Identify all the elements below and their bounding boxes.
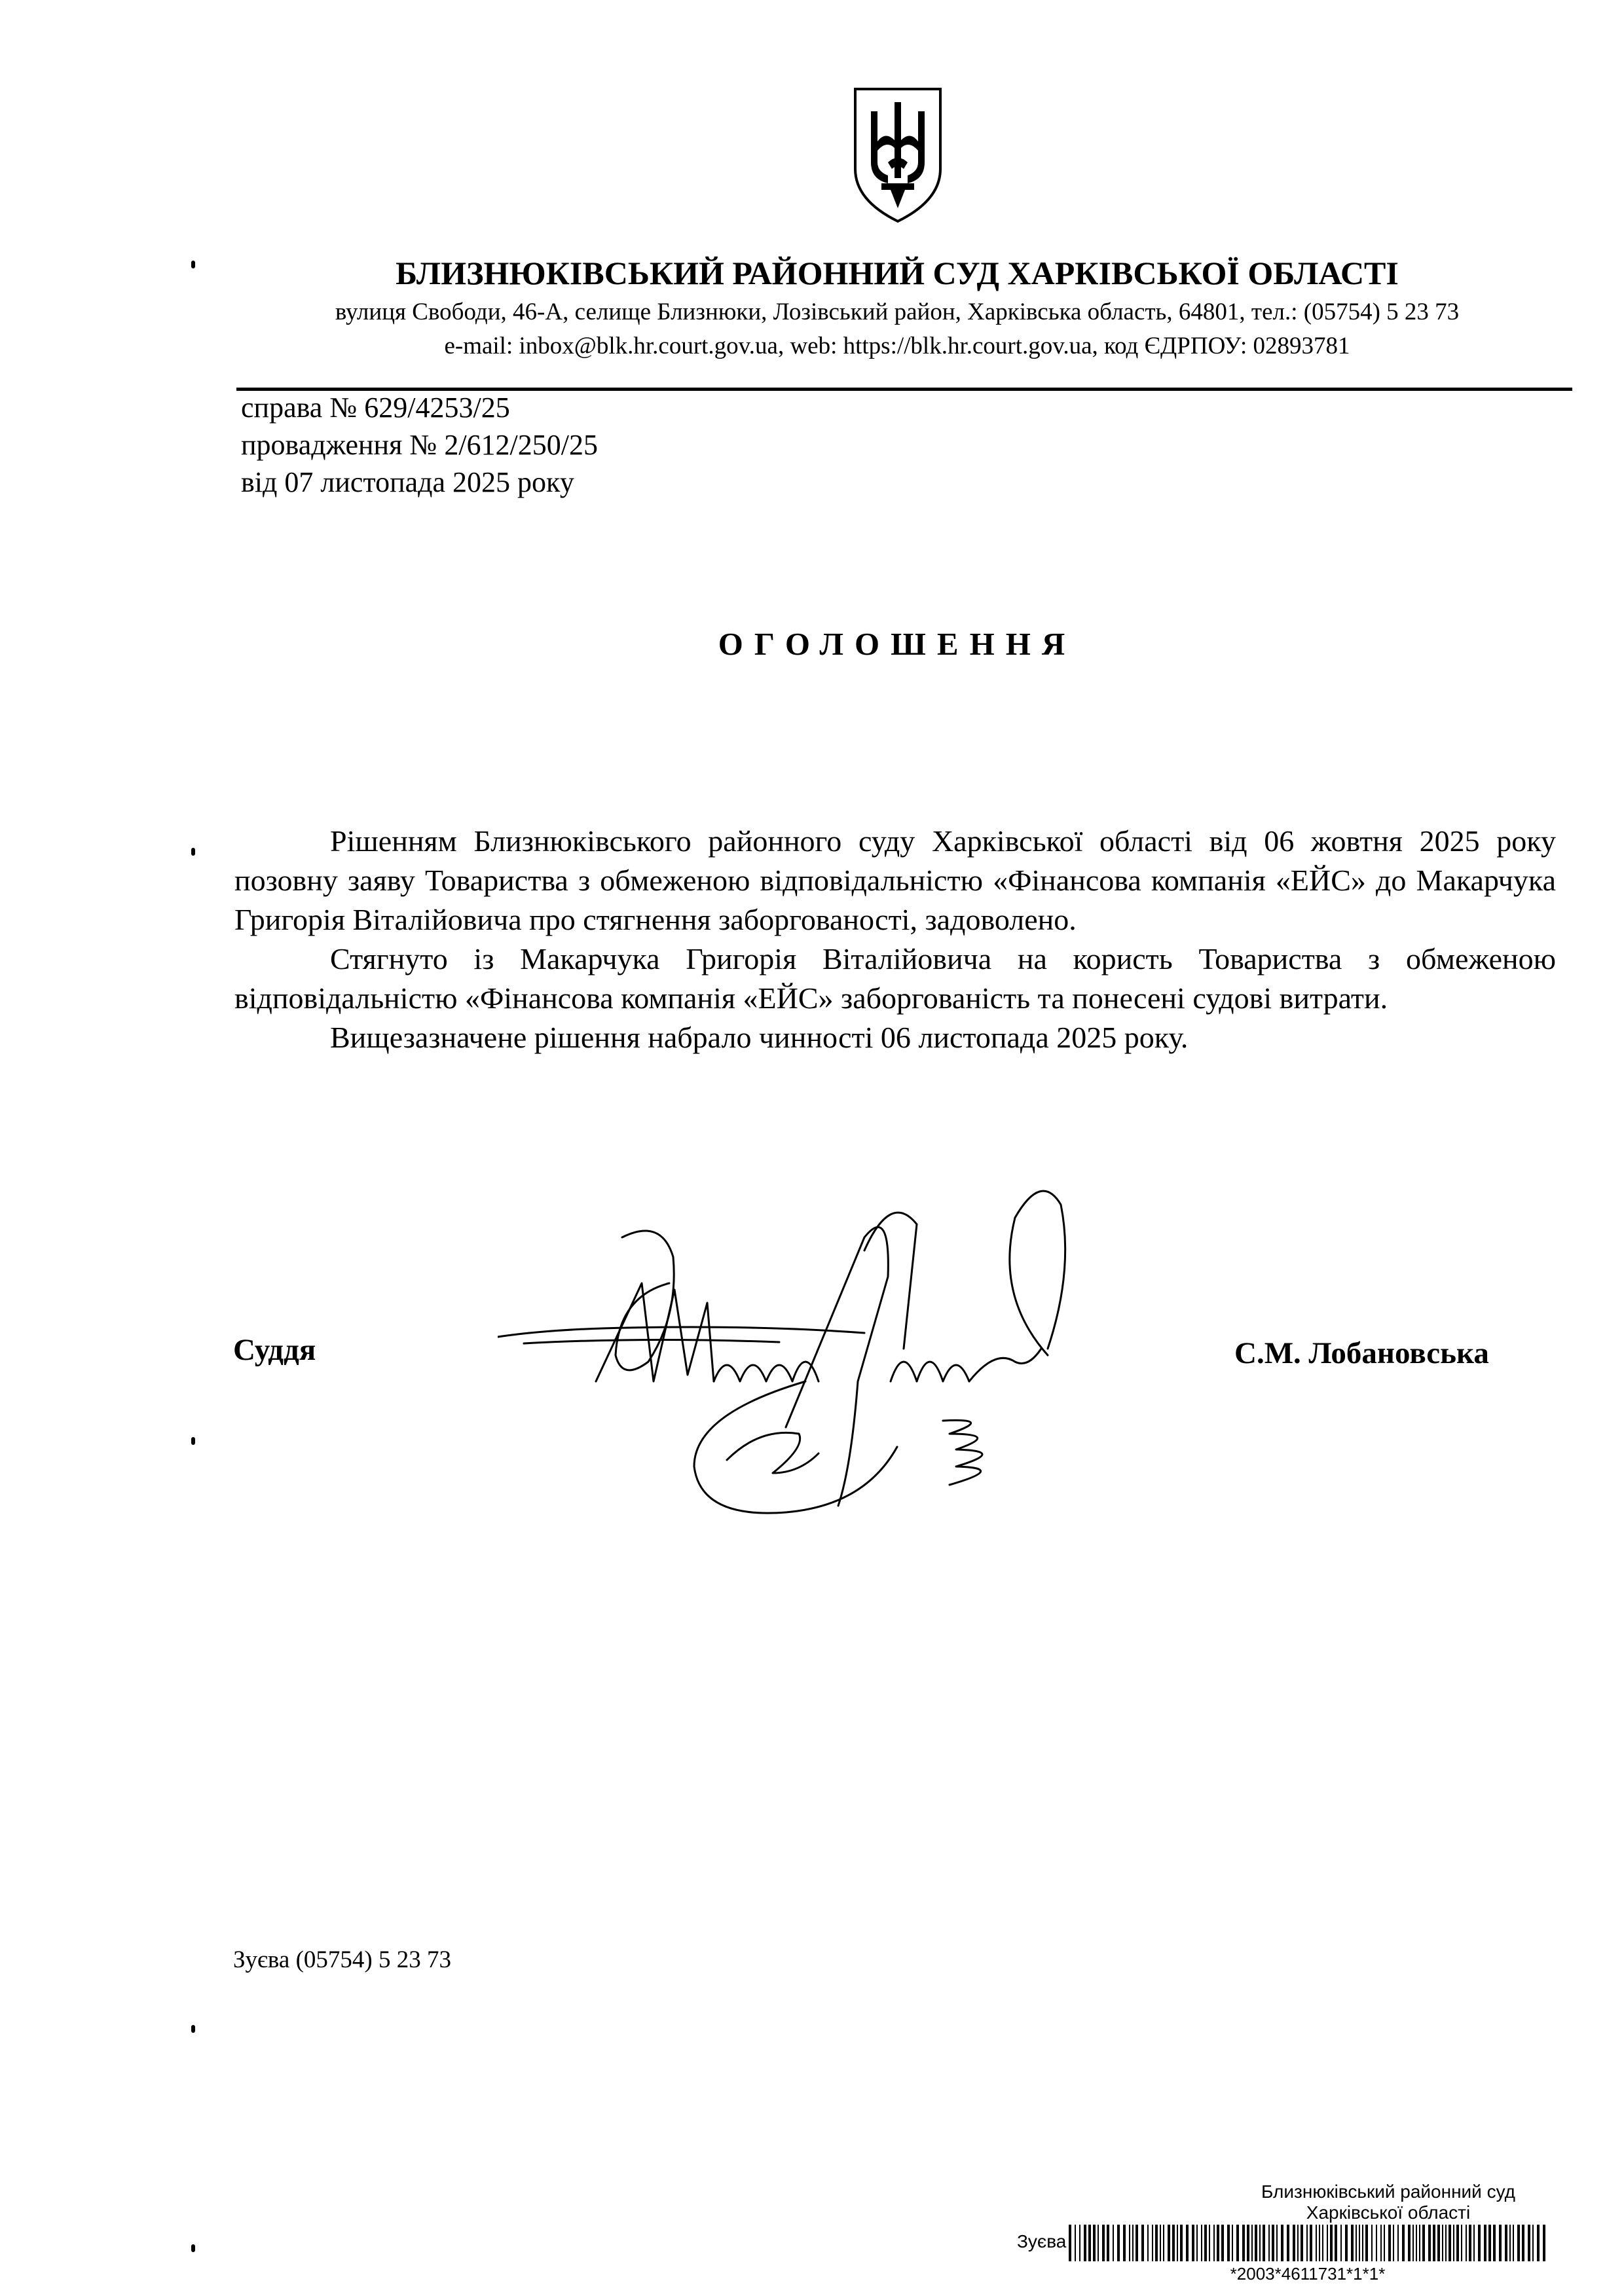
barcode-bar — [1276, 2225, 1278, 2261]
barcode-bar — [1330, 2225, 1333, 2261]
barcode-bar — [1456, 2225, 1459, 2261]
barcode-bar — [1168, 2225, 1170, 2261]
barcode-bar — [1513, 2225, 1514, 2261]
case-number: справа № 629/4253/25 — [241, 392, 510, 424]
barcode-bar — [1196, 2225, 1198, 2261]
barcode-bar — [1412, 2225, 1414, 2261]
barcode-bar — [1088, 2225, 1091, 2261]
paragraph: Рішенням Близнюківського районного суду Харківської області від 06 жовтня 2025 року позовну заяву Товариства з обмеженою відповідальністю «Фінансова компанія «ЕЙС» до Макарчука Григорія Віталійовича про стягнення заборгованості, задоволено. — [234, 824, 1556, 936]
barcode-bar — [1397, 2225, 1399, 2261]
scan-mark — [191, 261, 195, 268]
handwritten-signature — [498, 1165, 1126, 1532]
stamp-org-line1: Близнюківський районний суд — [1261, 2181, 1516, 2202]
barcode-bar — [1384, 2225, 1385, 2261]
barcode-bar — [1301, 2225, 1303, 2261]
barcode-bar — [1242, 2225, 1245, 2261]
barcode-bar — [1365, 2225, 1368, 2261]
barcode-bar — [1371, 2225, 1373, 2261]
barcode-bar — [1319, 2225, 1320, 2261]
barcode-bar — [1445, 2225, 1447, 2261]
barcode-bar — [1393, 2225, 1394, 2261]
barcode-bar — [1209, 2225, 1210, 2261]
barcode-bar — [1113, 2225, 1114, 2261]
barcode-bar — [1213, 2225, 1215, 2261]
barcode-bar — [1123, 2225, 1126, 2261]
barcode-bar — [1408, 2225, 1411, 2261]
barcode-bar — [1163, 2225, 1164, 2261]
barcode-bar — [1132, 2225, 1134, 2261]
barcode-bar — [1376, 2225, 1377, 2261]
barcode-bar — [1075, 2225, 1076, 2261]
barcode-bar — [1351, 2225, 1354, 2261]
barcode-bar — [1084, 2225, 1086, 2261]
barcode-bar — [1388, 2225, 1391, 2261]
barcode-number: *2003*4611731*1*1* — [1230, 2264, 1386, 2284]
barcode-bar — [1453, 2225, 1454, 2261]
document-date: від 07 листопада 2025 року — [241, 466, 574, 498]
barcode-bar — [1160, 2225, 1161, 2261]
barcode-bar — [1147, 2225, 1149, 2261]
barcode-bar — [1217, 2225, 1219, 2261]
barcode-bar — [1416, 2225, 1417, 2261]
barcode-bar — [1093, 2225, 1096, 2261]
court-name: БЛИЗНЮКІВСЬКИЙ РАЙОННИЙ СУД ХАРКІВСЬКОЇ ОБЛАСТІ — [396, 255, 1399, 291]
scan-mark — [191, 2025, 195, 2033]
proceeding-number: провадження № 2/612/250/25 — [241, 429, 598, 461]
barcode-bar — [1172, 2225, 1175, 2261]
barcode-bar — [1281, 2225, 1283, 2261]
scan-mark — [191, 2244, 195, 2252]
barcode-bar — [1437, 2225, 1440, 2261]
barcode-bar — [1466, 2225, 1467, 2261]
barcode-bar — [1310, 2225, 1312, 2261]
document-heading: ОГОЛОШЕННЯ — [718, 626, 1077, 662]
court-address: вулиця Свободи, 46-А, селище Близнюки, Лозівський район, Харківська область, 64801, тел.: (05754) 5 23 73 — [335, 299, 1460, 325]
barcode-bar — [1251, 2225, 1253, 2261]
barcode-bar — [1204, 2225, 1207, 2261]
barcode-bar — [1102, 2225, 1105, 2261]
barcode-bar — [1129, 2225, 1130, 2261]
stamp-executor: Зуєва — [1017, 2231, 1067, 2251]
paragraph: Стягнуто із Макарчука Григорія Віталійовича на користь Товариства з обмеженою відповідальністю «Фінансова компанія «ЕЙС» заборгованість та понесені судові витрати. — [234, 942, 1556, 1015]
barcode-bar — [1255, 2225, 1257, 2261]
barcode-bar — [1272, 2225, 1274, 2261]
barcode-bar — [1433, 2225, 1435, 2261]
barcode-bar — [1517, 2225, 1520, 2261]
barcode-bar — [1259, 2225, 1261, 2261]
barcode-bar — [1287, 2225, 1289, 2261]
barcode-bar — [1532, 2225, 1534, 2261]
registration-stamp-org — [1061, 2181, 1624, 2223]
barcode-bar — [1499, 2225, 1502, 2261]
barcode-bar — [1268, 2225, 1270, 2261]
stamp-org-line2: Харківської області — [1306, 2202, 1471, 2223]
barcode-bar — [1478, 2225, 1481, 2261]
barcode-bar — [1380, 2225, 1382, 2261]
barcode-bar — [1227, 2225, 1230, 2261]
barcode-bar — [1232, 2225, 1233, 2261]
barcode-bar — [1327, 2225, 1328, 2261]
barcode-bar — [1419, 2225, 1420, 2261]
barcode-bar — [1449, 2225, 1451, 2261]
barcode-bar — [1493, 2225, 1496, 2261]
barcode-bar — [1340, 2225, 1342, 2261]
barcode-bar — [1155, 2225, 1158, 2261]
barcode-bar — [1263, 2225, 1265, 2261]
barcode-bar — [1180, 2225, 1183, 2261]
barcode-bar — [1422, 2225, 1425, 2261]
barcode-bar — [1107, 2225, 1109, 2261]
barcode-bar — [1362, 2225, 1363, 2261]
barcode — [1069, 2225, 1547, 2261]
barcode-bar — [1345, 2225, 1348, 2261]
barcode-bar — [1528, 2225, 1530, 2261]
barcode-bar — [1442, 2225, 1443, 2261]
signer-title: Суддя — [233, 1333, 316, 1367]
barcode-bar — [1509, 2225, 1511, 2261]
barcode-bar — [1221, 2225, 1224, 2261]
barcode-bar — [1484, 2225, 1486, 2261]
barcode-bar — [1359, 2225, 1360, 2261]
coat-of-arms-icon — [851, 85, 944, 225]
barcode-bar — [1428, 2225, 1431, 2261]
barcode-bar — [1236, 2225, 1239, 2261]
barcode-bar — [1461, 2225, 1462, 2261]
announcement-body — [234, 822, 1556, 1057]
barcode-bar — [1152, 2225, 1153, 2261]
barcode-bar — [1201, 2225, 1202, 2261]
barcode-bar — [1247, 2225, 1249, 2261]
paragraph: Вищезазначене рішення набрало чинності 06 листопада 2025 року. — [330, 1021, 1189, 1054]
barcode-bar — [1186, 2225, 1189, 2261]
barcode-bar — [1522, 2225, 1524, 2261]
barcode-bar — [1192, 2225, 1194, 2261]
signer-name: С.М. Лобановська — [1234, 1336, 1489, 1370]
barcode-bar — [1335, 2225, 1337, 2261]
barcode-bar — [1293, 2225, 1295, 2261]
barcode-bar — [1402, 2225, 1405, 2261]
barcode-bar — [1543, 2225, 1545, 2261]
scan-mark — [191, 848, 195, 856]
barcode-bar — [1177, 2225, 1178, 2261]
executor-contact: Зуєва (05754) 5 23 73 — [233, 1946, 451, 1973]
barcode-bar — [1473, 2225, 1475, 2261]
barcode-bar — [1141, 2225, 1144, 2261]
barcode-bar — [1505, 2225, 1507, 2261]
barcode-bar — [1135, 2225, 1138, 2261]
barcode-bar — [1316, 2225, 1317, 2261]
barcode-bar — [1306, 2225, 1308, 2261]
court-contacts: e-mail: inbox@blk.hr.court.gov.ua, web: https://blk.hr.court.gov.ua, код ЄДРПОУ: 02893781 — [444, 333, 1350, 359]
barcode-bar — [1098, 2225, 1099, 2261]
barcode-bar — [1322, 2225, 1323, 2261]
barcode-bar — [1079, 2225, 1080, 2261]
barcode-bar — [1356, 2225, 1357, 2261]
barcode-bar — [1297, 2225, 1299, 2261]
barcode-bar — [1488, 2225, 1491, 2261]
barcode-bar — [1069, 2225, 1071, 2261]
barcode-bar — [1469, 2225, 1471, 2261]
barcode-bar — [1117, 2225, 1120, 2261]
scan-mark — [191, 1437, 195, 1445]
barcode-bar — [1537, 2225, 1540, 2261]
